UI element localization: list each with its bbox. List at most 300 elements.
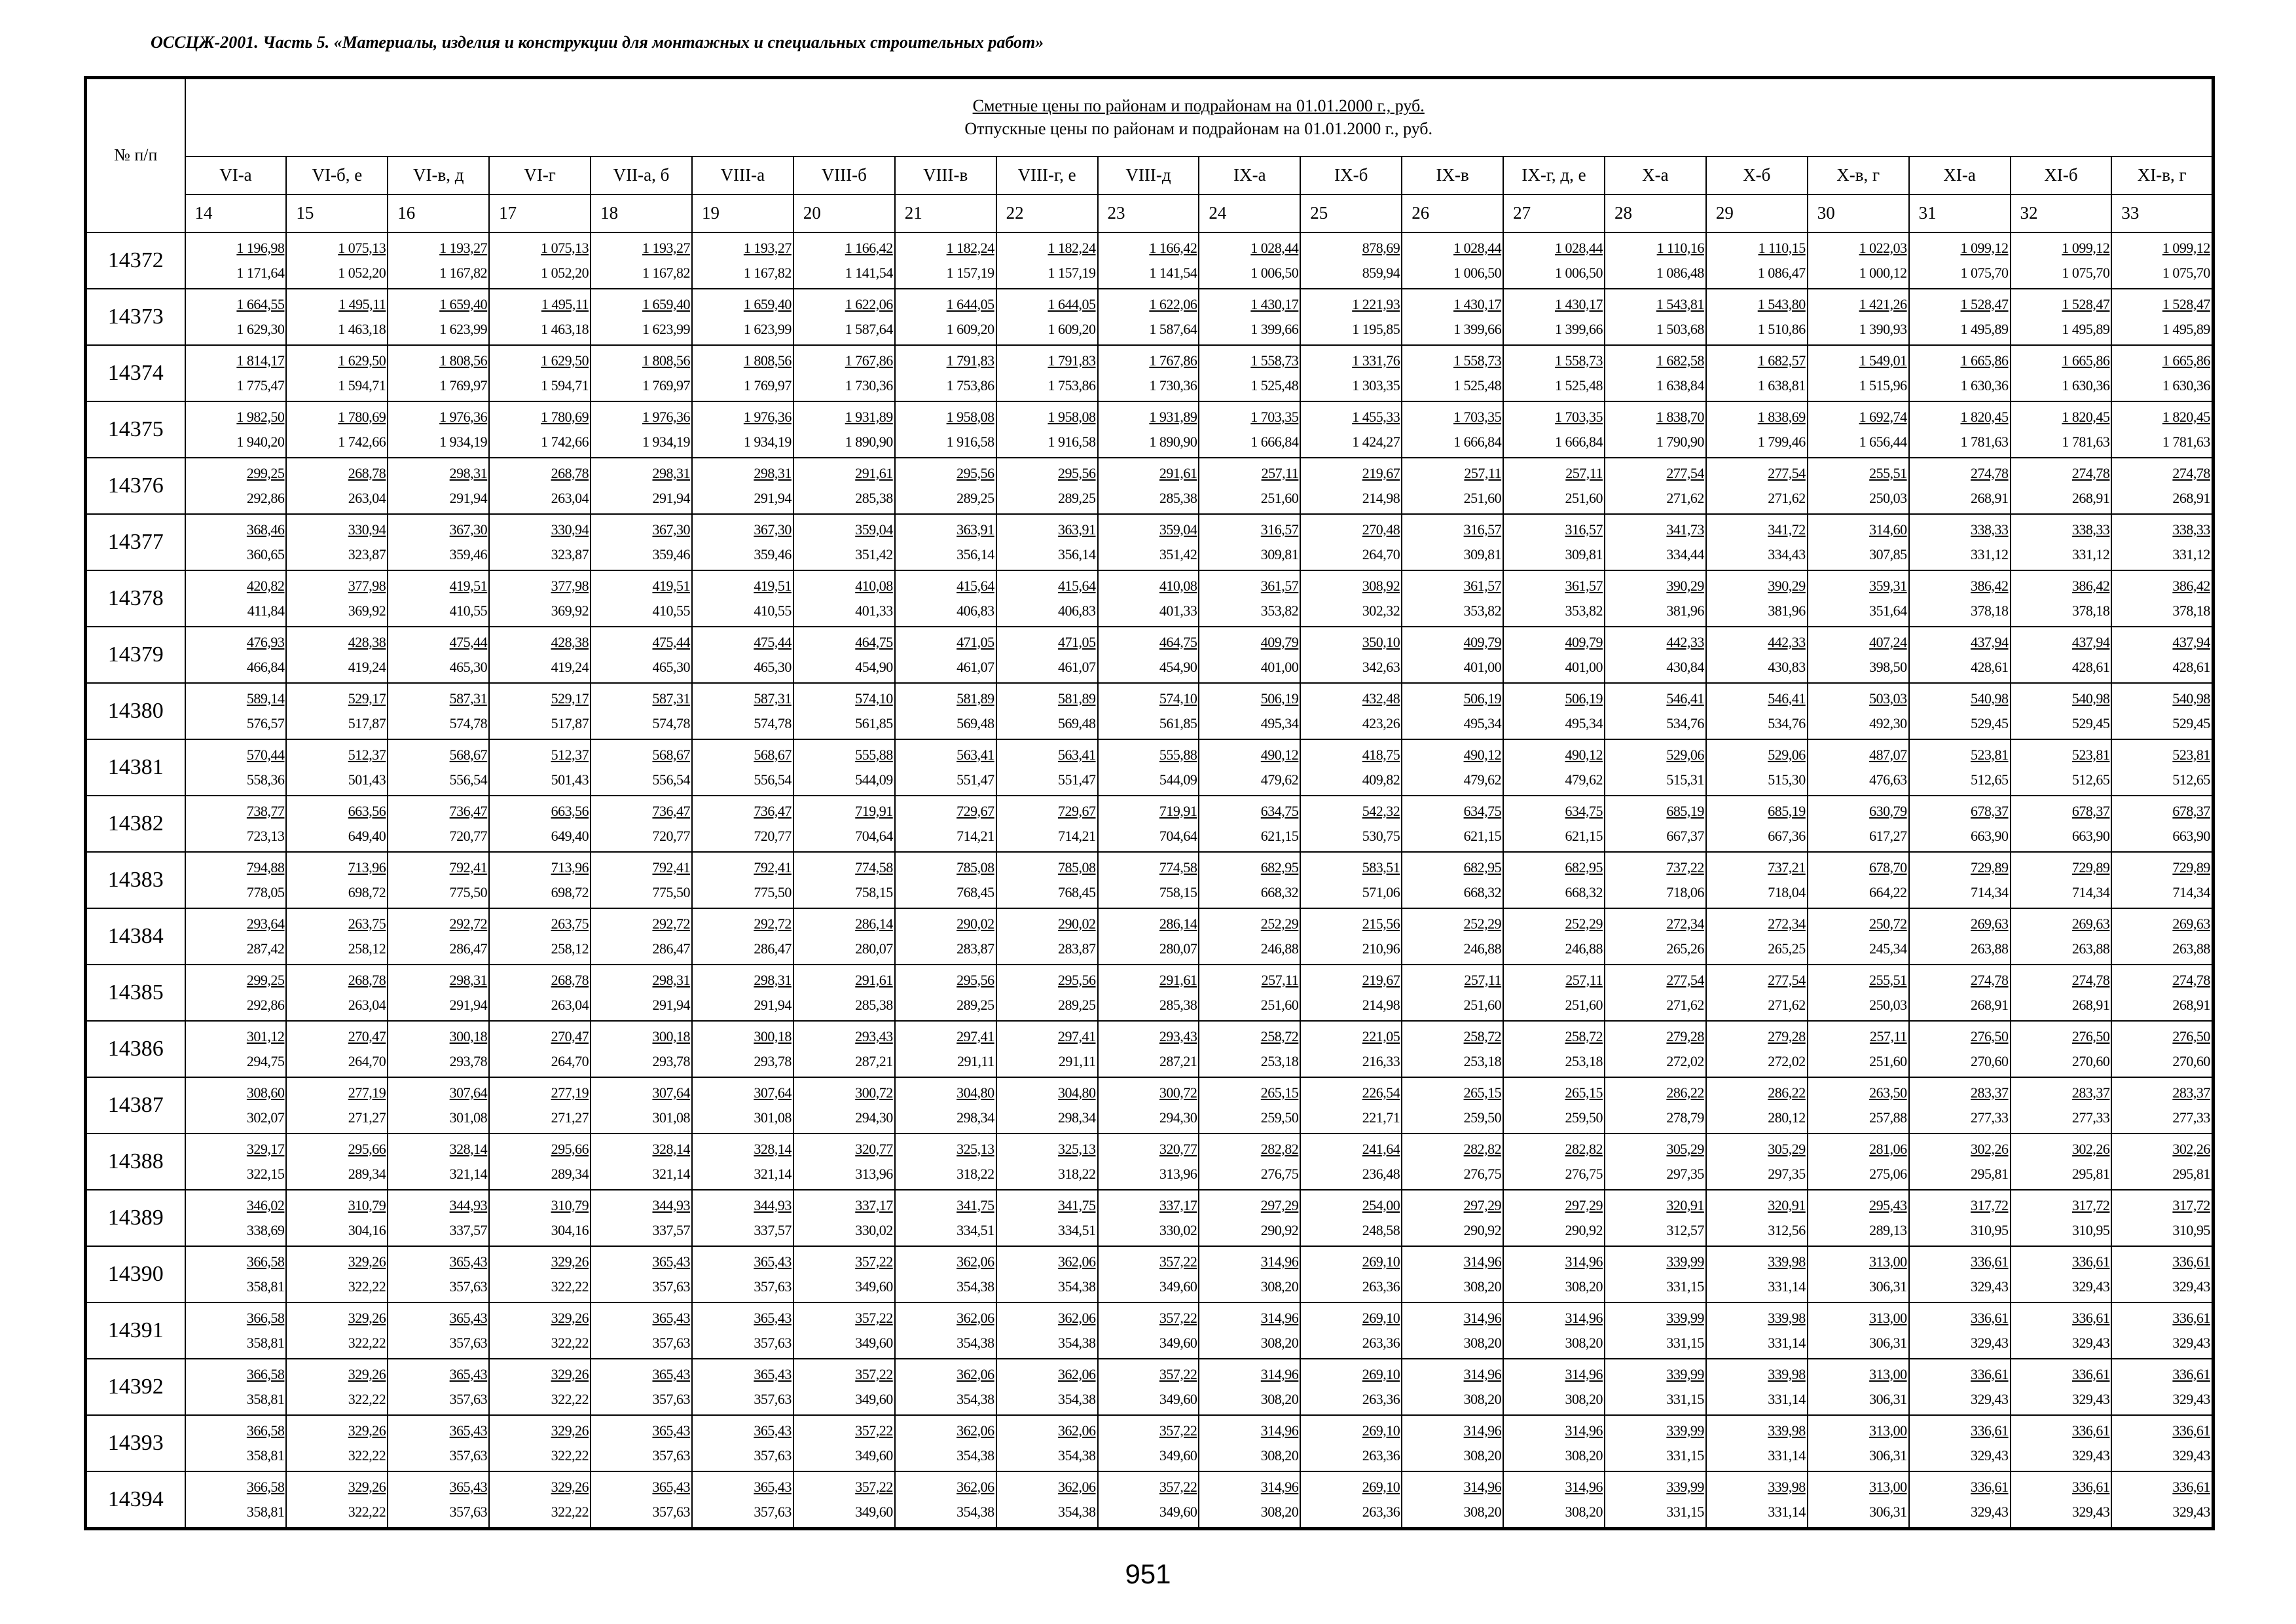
price-cell: [2111, 1415, 2213, 1471]
release-price: 649,40: [348, 827, 386, 844]
estimate-price: 282,82: [1565, 1140, 1603, 1157]
release-price: 265,25: [1768, 940, 1806, 957]
price-cell: [185, 1415, 287, 1471]
number-header: № п/п: [86, 78, 185, 232]
price-cell: [286, 627, 388, 683]
estimate-price: 282,82: [1260, 1140, 1299, 1157]
release-price: 1 769,97: [439, 377, 488, 394]
estimate-price: 314,96: [1565, 1253, 1603, 1270]
table-row: [86, 908, 2214, 965]
estimate-price: 362,06: [957, 1253, 994, 1270]
price-cell: [895, 1359, 996, 1415]
estimate-price: 277,54: [1768, 464, 1806, 481]
estimate-price: 1 659,40: [439, 295, 488, 312]
release-price: 1 141,54: [1149, 264, 1197, 281]
release-price: 263,36: [1362, 1278, 1400, 1295]
price-cell: [286, 1359, 388, 1415]
release-price: 1 742,66: [338, 433, 386, 450]
release-price: 276,75: [1463, 1165, 1502, 1182]
estimate-price: 336,61: [2172, 1253, 2210, 1270]
table-row: [86, 1077, 2214, 1134]
price-cell: [793, 1134, 895, 1190]
price-cell: [489, 1246, 591, 1302]
estimate-price: 1 221,93: [1352, 295, 1400, 312]
price-cell: [1808, 232, 1909, 289]
release-price-title: Отпускные цены по районам и подрайонам на 01.01.2000 г., руб.: [964, 119, 1433, 139]
release-price: 298,34: [1058, 1109, 1096, 1126]
estimate-price: 410,08: [855, 577, 893, 594]
release-price: 322,22: [348, 1390, 386, 1407]
release-price: 331,12: [1971, 545, 2009, 563]
estimate-price: 1 820,45: [2062, 408, 2110, 425]
estimate-price: 283,37: [2071, 1084, 2110, 1101]
release-price: 289,25: [1058, 996, 1096, 1013]
release-price: 349,60: [855, 1390, 893, 1407]
estimate-price-title: Сметные цены по районам и подрайонам на 01.01.2000 г., руб.: [972, 96, 1425, 116]
estimate-price: 339,98: [1768, 1422, 1806, 1439]
release-price: 334,43: [1768, 545, 1806, 563]
estimate-price: 314,96: [1565, 1478, 1603, 1495]
estimate-price: 226,54: [1362, 1084, 1400, 1101]
price-cell: [2011, 1190, 2112, 1246]
release-price: 1 666,84: [1554, 433, 1603, 450]
release-price: 253,18: [1565, 1052, 1603, 1069]
price-cell: [1605, 796, 1706, 852]
estimate-price: 301,12: [246, 1027, 285, 1044]
release-price: 1 730,36: [1149, 377, 1197, 394]
price-cell: [2111, 1359, 2213, 1415]
price-cell: [1605, 1190, 1706, 1246]
release-price: 1 630,36: [2162, 377, 2210, 394]
estimate-price: 359,04: [855, 521, 893, 538]
release-price: 419,24: [348, 658, 386, 675]
price-cell: [1605, 965, 1706, 1021]
estimate-price: 300,18: [754, 1027, 792, 1044]
release-price: 1 638,81: [1757, 377, 1806, 394]
estimate-price: 265,15: [1565, 1084, 1603, 1101]
release-price: 1 006,50: [1453, 264, 1502, 281]
estimate-price: 257,11: [1261, 464, 1299, 481]
release-price: 329,43: [1971, 1447, 2009, 1464]
release-price: 271,27: [348, 1109, 386, 1126]
estimate-price: 464,75: [1159, 633, 1197, 650]
price-cell: [1909, 852, 2011, 908]
price-cell: [2111, 1471, 2213, 1529]
estimate-price: 419,51: [754, 577, 792, 594]
estimate-price: 366,58: [246, 1253, 285, 1270]
price-cell: [1909, 232, 2011, 289]
release-price: 667,36: [1768, 827, 1806, 844]
release-price: 322,22: [551, 1334, 589, 1351]
price-cell: [2011, 514, 2112, 570]
estimate-price: 328,14: [449, 1140, 488, 1157]
estimate-price: 313,00: [1869, 1365, 1907, 1382]
price-cell: [692, 965, 793, 1021]
estimate-price: 314,96: [1565, 1309, 1603, 1326]
price-cell: [1909, 739, 2011, 796]
price-cell: [1098, 1302, 1199, 1359]
price-cell: [2111, 796, 2213, 852]
price-cell: [1909, 627, 2011, 683]
estimate-price: 365,43: [754, 1478, 792, 1495]
price-cell: [185, 1302, 287, 1359]
release-price: 289,34: [348, 1165, 386, 1182]
price-cell: [895, 965, 996, 1021]
price-cell: [489, 908, 591, 965]
release-price: 283,87: [1058, 940, 1096, 957]
price-cell: [388, 1302, 489, 1359]
price-cell: [1402, 965, 1503, 1021]
estimate-price: 1 196,98: [236, 239, 285, 256]
estimate-price: 269,10: [1362, 1422, 1400, 1439]
price-cell: [1605, 683, 1706, 739]
price-cell: [2111, 1302, 2213, 1359]
price-cell: [1098, 852, 1199, 908]
price-cell: [793, 796, 895, 852]
release-price: 291,94: [652, 489, 690, 506]
price-cell: [1909, 570, 2011, 627]
estimate-price: 314,96: [1463, 1478, 1502, 1495]
estimate-price: 1 767,86: [1149, 352, 1197, 369]
estimate-price: 250,72: [1869, 915, 1907, 932]
estimate-price: 386,42: [1971, 577, 2009, 594]
release-price: 357,63: [449, 1278, 488, 1295]
estimate-price: 1 182,24: [1048, 239, 1096, 256]
price-cell: [286, 1134, 388, 1190]
estimate-price: 272,34: [1768, 915, 1806, 932]
estimate-price: 878,69: [1362, 239, 1400, 256]
release-price: 1 463,18: [541, 320, 589, 337]
estimate-price: 362,06: [1058, 1365, 1096, 1382]
price-cell: [1706, 1359, 1808, 1415]
price-cell: [895, 232, 996, 289]
price-cell: [1808, 908, 1909, 965]
release-price: 248,58: [1362, 1221, 1400, 1238]
estimate-price: 1 682,58: [1656, 352, 1704, 369]
estimate-price: 298,31: [449, 464, 488, 481]
estimate-price: 362,06: [1058, 1253, 1096, 1270]
estimate-price: 314,96: [1463, 1365, 1502, 1382]
estimate-price: 362,06: [957, 1309, 994, 1326]
release-price: 1 086,48: [1656, 264, 1704, 281]
release-price: 409,82: [1362, 771, 1400, 788]
estimate-price: 367,30: [652, 521, 690, 538]
estimate-price: 339,98: [1768, 1253, 1806, 1270]
price-cell: [1706, 1077, 1808, 1134]
release-price: 668,32: [1260, 883, 1299, 900]
region-header: VII-а, б: [591, 157, 692, 194]
release-price: 495,34: [1260, 714, 1299, 731]
price-cell: [185, 401, 287, 458]
release-price: 289,25: [1058, 489, 1096, 506]
release-price: 216,33: [1362, 1052, 1400, 1069]
release-price: 294,30: [1159, 1109, 1197, 1126]
estimate-price: 792,41: [754, 858, 792, 876]
estimate-price: 471,05: [1058, 633, 1096, 650]
estimate-price: 269,10: [1362, 1253, 1400, 1270]
release-price: 313,96: [1159, 1165, 1197, 1182]
release-price: 430,83: [1768, 658, 1806, 675]
estimate-price: 1 622,06: [845, 295, 893, 312]
price-cell: [591, 627, 692, 683]
release-price: 349,60: [1159, 1390, 1197, 1407]
release-price: 349,60: [855, 1503, 893, 1520]
estimate-price: 219,67: [1362, 971, 1400, 988]
release-price: 558,36: [246, 771, 285, 788]
release-price: 214,98: [1362, 996, 1400, 1013]
release-price: 263,04: [551, 996, 589, 1013]
price-cell: [692, 514, 793, 570]
price-cell: [1199, 739, 1300, 796]
release-price: 264,70: [348, 1052, 386, 1069]
release-price: 302,32: [1362, 602, 1400, 619]
release-price: 401,00: [1260, 658, 1299, 675]
column-number: 20: [793, 194, 895, 232]
price-cell: [1300, 1246, 1402, 1302]
release-price: 517,87: [348, 714, 386, 731]
release-price: 1 141,54: [845, 264, 893, 281]
price-cell: [185, 289, 287, 345]
price-cell: [286, 908, 388, 965]
release-price: 322,22: [348, 1447, 386, 1464]
price-cell: [489, 1471, 591, 1529]
release-price: 466,84: [246, 658, 285, 675]
estimate-price: 792,41: [652, 858, 690, 876]
price-cell: [692, 458, 793, 514]
release-price: 556,54: [754, 771, 792, 788]
release-price: 263,88: [1971, 940, 2009, 957]
price-cell: [1605, 1077, 1706, 1134]
price-cell: [1706, 683, 1808, 739]
release-price: 277,33: [2172, 1109, 2210, 1126]
price-cell: [591, 570, 692, 627]
release-price: 378,18: [2071, 602, 2110, 619]
estimate-price: 365,43: [652, 1309, 690, 1326]
price-cell: [591, 458, 692, 514]
estimate-price: 299,25: [246, 464, 285, 481]
release-price: 287,21: [855, 1052, 893, 1069]
estimate-price: 1 430,17: [1554, 295, 1603, 312]
release-price: 351,42: [855, 545, 893, 563]
price-cell: [591, 739, 692, 796]
release-price: 574,78: [754, 714, 792, 731]
estimate-price: 1 558,73: [1250, 352, 1299, 369]
price-cell: [1199, 852, 1300, 908]
release-price: 1 594,71: [541, 377, 589, 394]
estimate-price: 792,41: [449, 858, 488, 876]
price-cell: [996, 796, 1098, 852]
price-cell: [388, 1415, 489, 1471]
price-cell: [2011, 1415, 2112, 1471]
release-price: 668,32: [1463, 883, 1502, 900]
item-code: 14386: [86, 1021, 185, 1077]
estimate-price: 336,61: [2071, 1422, 2110, 1439]
price-cell: [1706, 965, 1808, 1021]
price-cell: [1199, 1190, 1300, 1246]
release-price: 574,78: [449, 714, 488, 731]
estimate-price: 713,96: [551, 858, 589, 876]
price-cell: [996, 1359, 1098, 1415]
estimate-price: 512,37: [348, 746, 386, 763]
estimate-price: 320,91: [1768, 1196, 1806, 1213]
estimate-price: 357,22: [1159, 1365, 1197, 1382]
estimate-price: 268,78: [348, 971, 386, 988]
item-code: 14382: [86, 796, 185, 852]
release-price: 263,04: [551, 489, 589, 506]
price-cell: [692, 739, 793, 796]
release-price: 357,63: [754, 1503, 792, 1520]
estimate-price: 302,26: [1971, 1140, 2009, 1157]
price-cell: [2011, 1359, 2112, 1415]
estimate-price: 1 791,83: [1048, 352, 1096, 369]
estimate-price: 523,81: [2071, 746, 2110, 763]
estimate-price: 316,57: [1565, 521, 1603, 538]
estimate-price: 1 976,36: [743, 408, 792, 425]
estimate-price: 293,64: [246, 915, 285, 932]
price-cell: [489, 345, 591, 401]
estimate-price: 329,26: [348, 1309, 386, 1326]
price-cell: [489, 514, 591, 570]
price-cell: [1503, 1302, 1605, 1359]
price-cell: [1706, 1302, 1808, 1359]
price-cell: [1199, 627, 1300, 683]
estimate-price: 634,75: [1463, 802, 1502, 819]
price-cell: [793, 627, 895, 683]
price-cell: [388, 458, 489, 514]
release-price: 283,87: [957, 940, 994, 957]
release-price: 318,22: [1058, 1165, 1096, 1182]
estimate-price: 257,11: [1261, 971, 1299, 988]
estimate-price: 258,72: [1565, 1027, 1603, 1044]
price-cell: [286, 1471, 388, 1529]
release-price: 1 799,46: [1757, 433, 1806, 450]
price-cell: [1706, 1415, 1808, 1471]
price-cell: [895, 345, 996, 401]
estimate-price: 475,44: [754, 633, 792, 650]
estimate-price: 298,31: [754, 971, 792, 988]
price-cell: [793, 739, 895, 796]
price-cell: [1199, 289, 1300, 345]
price-cell: [1808, 1415, 1909, 1471]
price-cell: [489, 796, 591, 852]
release-price: 322,22: [348, 1278, 386, 1295]
release-price: 668,32: [1565, 883, 1603, 900]
release-price: 479,62: [1463, 771, 1502, 788]
estimate-price: 297,41: [1058, 1027, 1096, 1044]
release-price: 1 916,58: [1048, 433, 1096, 450]
price-cell: [1909, 1021, 2011, 1077]
estimate-price: 428,38: [551, 633, 589, 650]
price-cell: [2111, 1077, 2213, 1134]
release-price: 358,81: [246, 1390, 285, 1407]
release-price: 306,31: [1869, 1447, 1907, 1464]
price-cell: [1706, 345, 1808, 401]
price-cell: [489, 289, 591, 345]
release-price: 295,81: [2071, 1165, 2110, 1182]
estimate-price: 1 931,89: [845, 408, 893, 425]
release-price: 357,63: [449, 1447, 488, 1464]
release-price: 534,76: [1768, 714, 1806, 731]
release-price: 775,50: [754, 883, 792, 900]
release-price: 551,47: [1058, 771, 1096, 788]
estimate-price: 1 430,17: [1250, 295, 1299, 312]
release-price: 329,43: [2071, 1278, 2110, 1295]
release-price: 329,43: [2172, 1278, 2210, 1295]
release-price: 338,69: [246, 1221, 285, 1238]
release-price: 1 303,35: [1352, 377, 1400, 394]
price-cell: [1808, 570, 1909, 627]
release-price: 720,77: [754, 827, 792, 844]
estimate-price: 1 665,86: [2162, 352, 2210, 369]
estimate-price: 442,33: [1666, 633, 1704, 650]
release-price: 517,87: [551, 714, 589, 731]
estimate-price: 490,12: [1260, 746, 1299, 763]
estimate-price: 1 629,50: [541, 352, 589, 369]
price-cell: [793, 1471, 895, 1529]
estimate-price: 678,37: [1971, 802, 2009, 819]
price-cell: [185, 852, 287, 908]
estimate-price: 341,72: [1768, 521, 1806, 538]
release-price: 534,76: [1666, 714, 1704, 731]
estimate-price: 304,80: [957, 1084, 994, 1101]
price-cell: [1605, 1302, 1706, 1359]
release-price: 253,18: [1463, 1052, 1502, 1069]
release-price: 1 656,44: [1859, 433, 1907, 450]
release-price: 250,03: [1869, 489, 1907, 506]
price-cell: [2011, 1134, 2112, 1190]
estimate-price: 737,22: [1666, 858, 1704, 876]
price-cell: [1402, 345, 1503, 401]
release-price: 1 934,19: [642, 433, 690, 450]
release-price: 291,94: [754, 489, 792, 506]
price-cell: [1199, 1471, 1300, 1529]
price-cell: [1706, 570, 1808, 627]
estimate-price: 475,44: [652, 633, 690, 650]
release-price: 322,22: [551, 1503, 589, 1520]
item-code: 14374: [86, 345, 185, 401]
page-number: 951: [1125, 1559, 1171, 1589]
release-price: 322,22: [551, 1390, 589, 1407]
release-price: 304,16: [348, 1221, 386, 1238]
estimate-price: 286,14: [855, 915, 893, 932]
release-price: 354,38: [957, 1447, 994, 1464]
price-cell: [591, 1077, 692, 1134]
release-price: 357,63: [754, 1278, 792, 1295]
price-cell: [591, 1471, 692, 1529]
release-price: 401,33: [855, 602, 893, 619]
release-price: 529,45: [1971, 714, 2009, 731]
estimate-price: 263,75: [551, 915, 589, 932]
estimate-price: 365,43: [754, 1309, 792, 1326]
price-cell: [388, 232, 489, 289]
table-row: [86, 345, 2214, 401]
release-price: 378,18: [2172, 602, 2210, 619]
price-cell: [692, 570, 793, 627]
table-row: [86, 739, 2214, 796]
release-price: 461,07: [957, 658, 994, 675]
release-price: 479,62: [1260, 771, 1299, 788]
estimate-price: 310,79: [551, 1196, 589, 1213]
column-number: 17: [489, 194, 591, 232]
estimate-price: 215,56: [1362, 915, 1400, 932]
price-cell: [1503, 908, 1605, 965]
region-header: X-б: [1706, 157, 1808, 194]
release-price: 331,14: [1768, 1503, 1806, 1520]
release-price: 291,94: [449, 996, 488, 1013]
release-price: 358,81: [246, 1278, 285, 1295]
release-price: 1 399,66: [1250, 320, 1299, 337]
estimate-price: 269,10: [1362, 1365, 1400, 1382]
